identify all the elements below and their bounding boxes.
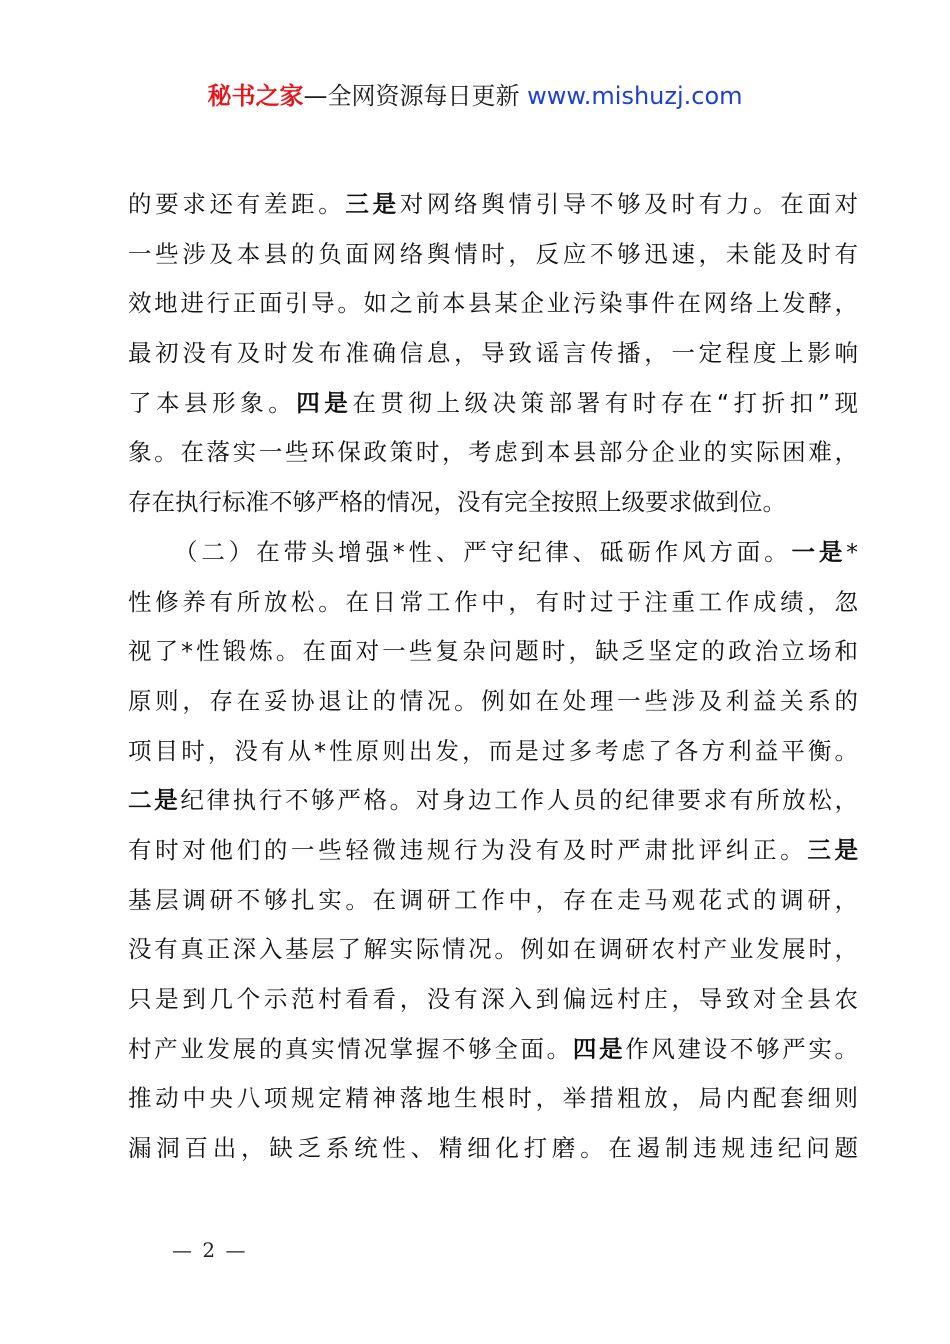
paragraph-line xyxy=(128,1077,858,1127)
text-run: 没有真正深入基层了解实际情况。例如在调研农村产业发展时， xyxy=(128,935,858,964)
paragraph-line xyxy=(128,730,858,780)
text-run: 项目时，没有从*性原则出发，而是过多考虑了各方利益平衡。 xyxy=(128,736,858,765)
paragraph-line xyxy=(128,382,858,432)
paragraph-line xyxy=(128,630,858,680)
text-run: 性修养有所放松。在日常工作中，有时过于注重工作成绩，忽 xyxy=(128,587,858,616)
paragraph-line xyxy=(128,531,858,581)
text-run: 推动中央八项规定精神落地生根时，举措粗放，局内配套细则 xyxy=(128,1084,858,1113)
text-run: 的要求还有差距。 xyxy=(128,190,346,218)
paragraph-line xyxy=(128,581,858,631)
bold-keyword: 二是 xyxy=(128,786,181,815)
text-run: 村产业发展的真实情况掌握不够全面。 xyxy=(128,1034,573,1063)
paragraph-line xyxy=(128,1028,858,1078)
paragraph-line xyxy=(128,779,858,829)
text-run: 视了*性锻炼。在面对一些复杂问题时，缺乏坚定的政治立场和 xyxy=(128,637,858,666)
text-run: 原则，存在妥协退让的情况。例如在处理一些涉及利益关系的 xyxy=(128,686,858,715)
paragraph-line xyxy=(128,481,858,531)
text-run: 最初没有及时发布准确信息，导致谣言传播，一定程度上影响 xyxy=(128,339,858,368)
text-run: 存在执行标准不够严格的情况，没有完全按照上级要求做到位。 xyxy=(128,488,786,517)
paragraph-line xyxy=(128,1127,858,1177)
text-run: 只是到几个示范村看看，没有深入到偏远村庄，导致对全县农 xyxy=(128,985,858,1013)
paragraph-line xyxy=(128,829,858,879)
paragraph-line xyxy=(128,431,858,481)
text-run: 在贯彻上级决策部署有时存在“打折扣”现 xyxy=(352,388,858,417)
bold-keyword: 四是 xyxy=(296,388,353,417)
text-run: 对网络舆情引导不够及时有力。在面对 xyxy=(399,190,859,218)
text-run: 了本县形象。 xyxy=(128,388,297,417)
paragraph-line xyxy=(128,183,858,233)
document-body xyxy=(128,183,858,1177)
text-run: 效地进行正面引导。如之前本县某企业污染事件在网络上发酵， xyxy=(128,289,858,318)
bold-keyword: 三是 xyxy=(807,835,859,864)
header-tagline: —全网资源每日更新 xyxy=(303,82,528,110)
text-run: 基层调研不够扎实。在调研工作中，存在走马观花式的调研， xyxy=(128,885,858,914)
page-header xyxy=(0,78,950,114)
text-run: 纪律执行不够严格。对身边工作人员的纪律要求有所放松， xyxy=(180,786,859,815)
text-run: * xyxy=(846,537,859,566)
bold-keyword: 一是 xyxy=(791,537,847,566)
website-link[interactable]: www.mishuzj.com xyxy=(527,82,743,110)
paragraph-line xyxy=(128,879,858,929)
paragraph-line xyxy=(128,233,858,283)
paragraph-line xyxy=(128,282,858,332)
text-run: 漏洞百出，缺乏系统性、精细化打磨。在遏制违规违纪问题 xyxy=(128,1134,858,1163)
paragraph-line xyxy=(128,680,858,730)
paragraph-line xyxy=(128,332,858,382)
page-number: — 2 — xyxy=(172,1238,248,1262)
text-run: （二）在带头增强*性、严守纪律、砥砺作风方面。 xyxy=(174,537,792,566)
paragraph-line xyxy=(128,978,858,1028)
brand-name: 秘书之家 xyxy=(207,82,304,110)
text-run: 一些涉及本县的负面网络舆情时，反应不够迅速，未能及时有 xyxy=(128,239,858,268)
bold-keyword: 三是 xyxy=(345,190,400,218)
bold-keyword: 四是 xyxy=(572,1034,626,1063)
text-run: 有时对他们的一些轻微违规行为没有及时严肃批评纠正。 xyxy=(128,835,808,864)
text-run: 象。在落实一些环保政策时，考虑到本县部分企业的实际困难， xyxy=(128,438,858,467)
paragraph-line xyxy=(128,928,858,978)
text-run: 作风建设不够严实。 xyxy=(625,1034,859,1063)
